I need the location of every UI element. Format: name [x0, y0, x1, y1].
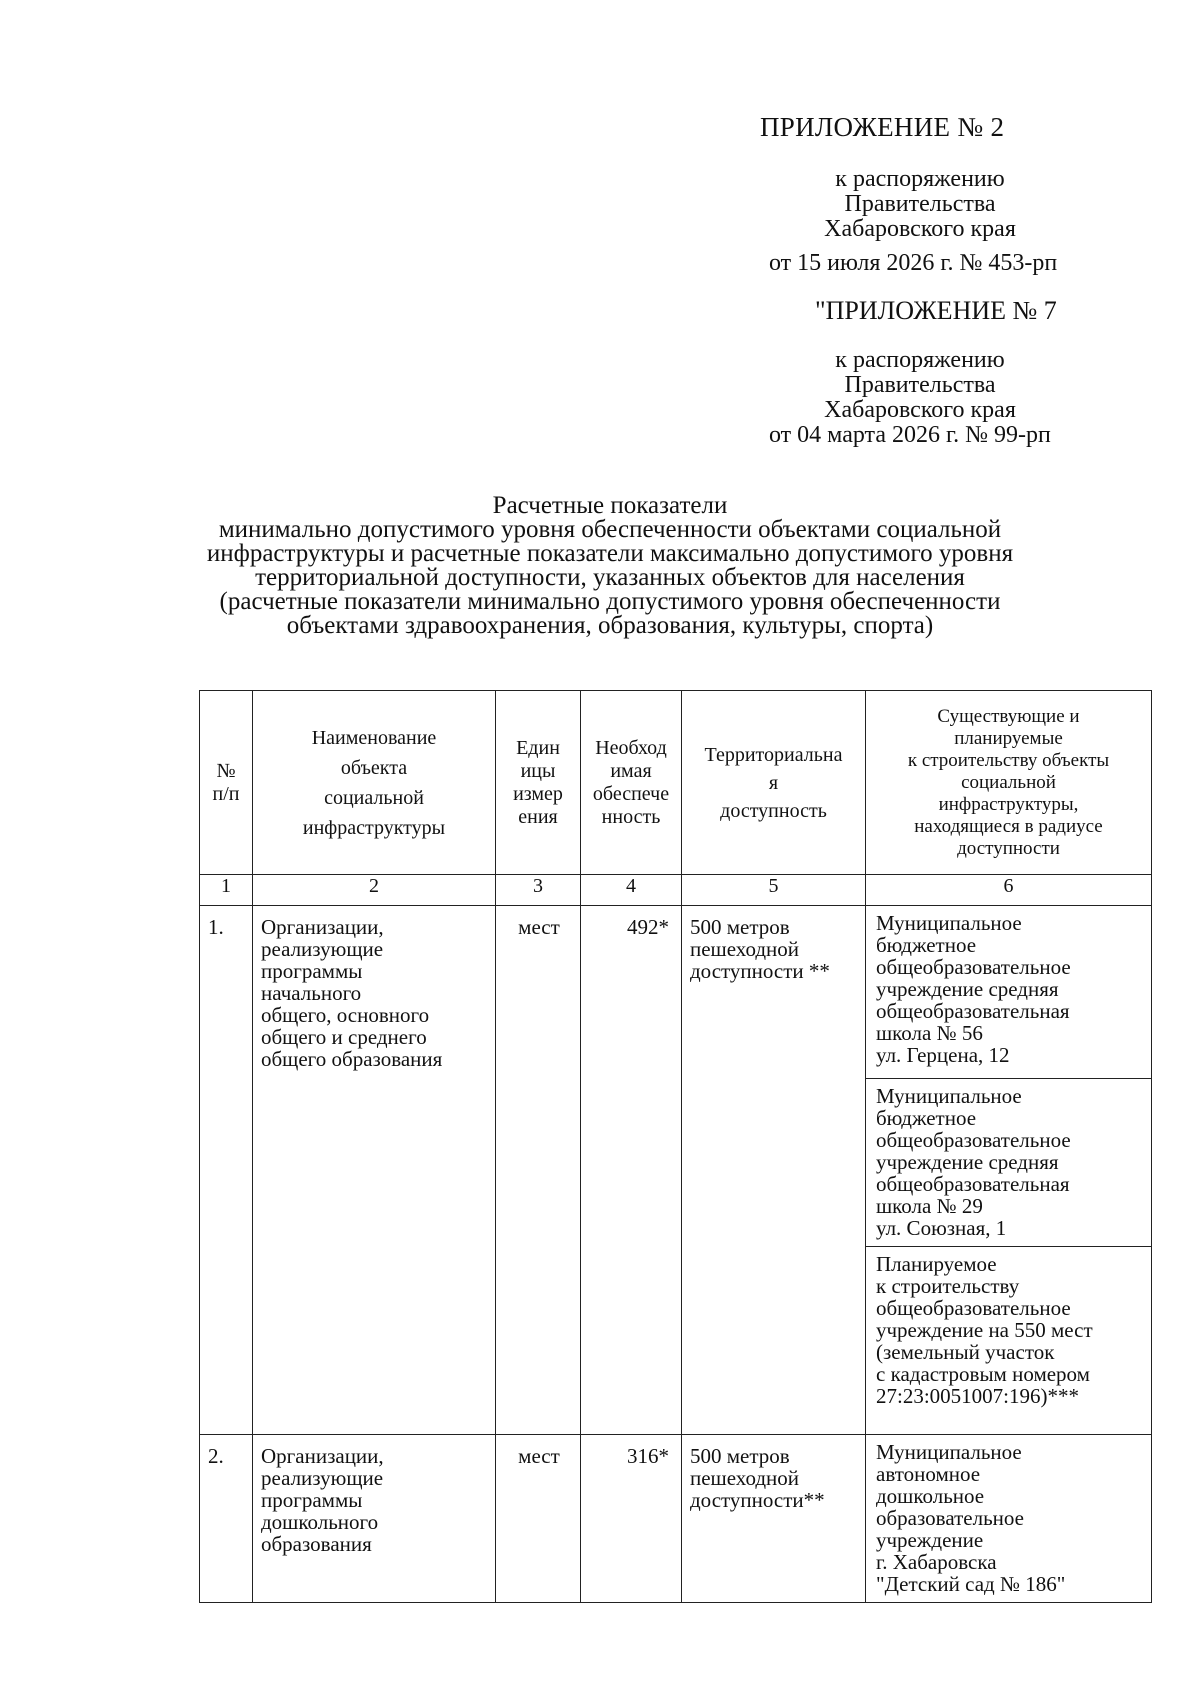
header-line: инфраструктуры	[302, 816, 446, 839]
access-line: доступности**	[690, 1488, 825, 1512]
object-line: (земельный участок	[876, 1340, 1055, 1364]
access-line: 500 метров	[690, 915, 790, 939]
to-order-line: Правительства	[844, 372, 996, 398]
object-cell	[866, 1079, 1152, 1247]
appendix-title: ПРИЛОЖЕНИЕ № 2	[760, 112, 1005, 142]
object-line: Планируемое	[876, 1252, 997, 1276]
title-line: минимально допустимого уровня обеспеченности объектами социальной	[218, 516, 1002, 543]
header-line: обеспече	[592, 782, 670, 805]
to-order-line: к распоряжению	[835, 166, 1005, 192]
header-line: нность	[601, 805, 661, 828]
header-line: Един	[516, 736, 560, 759]
object-line: к строительству	[876, 1274, 1020, 1298]
access-line: 500 метров	[690, 1444, 790, 1468]
header-line: Наименование	[311, 726, 437, 749]
object-line: учреждение средняя	[876, 1150, 1059, 1174]
object-line: общеобразовательное	[876, 955, 1071, 979]
header-line: планируемые	[954, 727, 1063, 749]
row-num: 1.	[200, 906, 253, 1435]
header-line: №	[216, 759, 236, 782]
object-line: учреждение	[876, 1528, 984, 1552]
column-number: 4	[581, 875, 682, 906]
row-required: 492*	[581, 906, 682, 1435]
object-line: Муниципальное	[876, 1440, 1022, 1464]
header-line: Территориальна	[704, 743, 843, 766]
object-line: общеобразовательная	[876, 1172, 1070, 1196]
appendix-to-order	[760, 167, 1080, 242]
header-name	[253, 691, 496, 875]
access-line: пешеходной	[690, 1466, 800, 1490]
document-title	[170, 494, 1050, 638]
name-line: программы	[261, 1488, 363, 1512]
object-line: учреждение на 550 мест	[876, 1318, 1093, 1342]
header-line: Необход	[595, 736, 667, 759]
header-line: ения	[518, 805, 558, 828]
table-row	[200, 906, 1152, 1079]
appendix-date: от 15 июля 2026 г. № 453-рп	[769, 250, 1058, 276]
access-line: доступности **	[690, 959, 830, 983]
name-line: общего образования	[261, 1047, 443, 1071]
header-line: п/п	[212, 782, 240, 805]
column-number: 5	[682, 875, 866, 906]
header-access	[682, 691, 866, 875]
header-line: измер	[513, 782, 563, 805]
object-line: школа № 56	[876, 1021, 983, 1045]
header-num	[200, 691, 253, 875]
object-line: общеобразовательное	[876, 1128, 1071, 1152]
header-unit	[496, 691, 581, 875]
object-line: 27:23:0051007:196)***	[876, 1384, 1079, 1408]
object-cell	[866, 1247, 1152, 1435]
column-number: 1	[200, 875, 253, 906]
row-access	[682, 1435, 866, 1603]
column-number: 2	[253, 875, 496, 906]
object-line: с кадастровым номером	[876, 1362, 1090, 1386]
header-row	[200, 691, 1152, 875]
appendix-quoted-to-order	[760, 348, 1080, 423]
header-line: доступности	[957, 837, 1060, 859]
header-objects	[866, 691, 1152, 875]
name-line: образования	[261, 1532, 372, 1556]
object-line: бюджетное	[876, 933, 977, 957]
row-name	[253, 1435, 496, 1603]
object-cell	[866, 1435, 1152, 1603]
row-num: 2.	[200, 1435, 253, 1603]
title-line: территориальной доступности, указанных объектов для населения	[255, 564, 965, 591]
object-line: общеобразовательное	[876, 1296, 1071, 1320]
row-access	[682, 906, 866, 1435]
header-line: ицы	[520, 759, 556, 782]
header-line: имая	[610, 759, 652, 782]
header-line: Существующие и	[937, 705, 1080, 727]
object-line: г. Хабаровска	[876, 1550, 997, 1574]
column-number: 6	[866, 875, 1152, 906]
title-line: Расчетные показатели	[492, 492, 728, 519]
header-line: социальной	[961, 771, 1056, 793]
header-line: социальной	[324, 786, 424, 809]
name-line: общего и среднего	[261, 1025, 427, 1049]
object-line: общеобразовательная	[876, 999, 1070, 1023]
header-line: к строительству объекты	[907, 749, 1110, 771]
column-number: 3	[496, 875, 581, 906]
object-line: бюджетное	[876, 1106, 977, 1130]
row-unit: мест	[496, 1435, 581, 1603]
object-line: ул. Герцена, 12	[876, 1043, 1010, 1067]
title-line: инфраструктуры и расчетные показатели максимально допустимого уровня	[206, 540, 1014, 567]
header-line: доступность	[720, 799, 827, 822]
indicators-table	[199, 690, 1152, 1603]
object-line: "Детский сад № 186"	[876, 1572, 1066, 1596]
name-line: Организации,	[261, 915, 384, 939]
to-order-line: Хабаровского края	[824, 397, 1016, 423]
name-line: реализующие	[261, 937, 384, 961]
access-line: пешеходной	[690, 937, 800, 961]
object-line: автономное	[876, 1462, 981, 1486]
object-line: Муниципальное	[876, 911, 1022, 935]
name-line: общего, основного	[261, 1003, 430, 1027]
to-order-line: Хабаровского края	[824, 216, 1016, 242]
header-required	[581, 691, 682, 875]
header-line: инфраструктуры,	[938, 793, 1079, 815]
row-name	[253, 906, 496, 1435]
header-line: объекта	[340, 756, 408, 779]
name-line: начального	[261, 981, 362, 1005]
name-line: реализующие	[261, 1466, 384, 1490]
object-line: дошкольное	[876, 1484, 985, 1508]
name-line: программы	[261, 959, 363, 983]
object-line: учреждение средняя	[876, 977, 1059, 1001]
row-required: 316*	[581, 1435, 682, 1603]
object-line: ул. Союзная, 1	[876, 1216, 1007, 1240]
row-unit: мест	[496, 906, 581, 1435]
name-line: дошкольного	[261, 1510, 379, 1534]
header-line: я	[768, 771, 779, 794]
column-numbers-row	[200, 875, 1152, 906]
object-line: Муниципальное	[876, 1084, 1022, 1108]
to-order-line: к распоряжению	[835, 347, 1005, 373]
appendix-quoted-title: "ПРИЛОЖЕНИЕ № 7	[815, 296, 1057, 325]
object-cell	[866, 906, 1152, 1079]
appendix-quoted-date: от 04 марта 2026 г. № 99-рп	[769, 422, 1051, 448]
title-line: (расчетные показатели минимально допустимого уровня обеспеченности	[219, 588, 1001, 615]
header-line: находящиеся в радиусе	[914, 815, 1103, 837]
title-line: объектами здравоохранения, образования, культуры, спорта)	[286, 612, 934, 639]
object-line: образовательное	[876, 1506, 1024, 1530]
name-line: Организации,	[261, 1444, 384, 1468]
object-line: школа № 29	[876, 1194, 983, 1218]
to-order-line: Правительства	[844, 191, 996, 217]
table-row	[200, 1435, 1152, 1603]
